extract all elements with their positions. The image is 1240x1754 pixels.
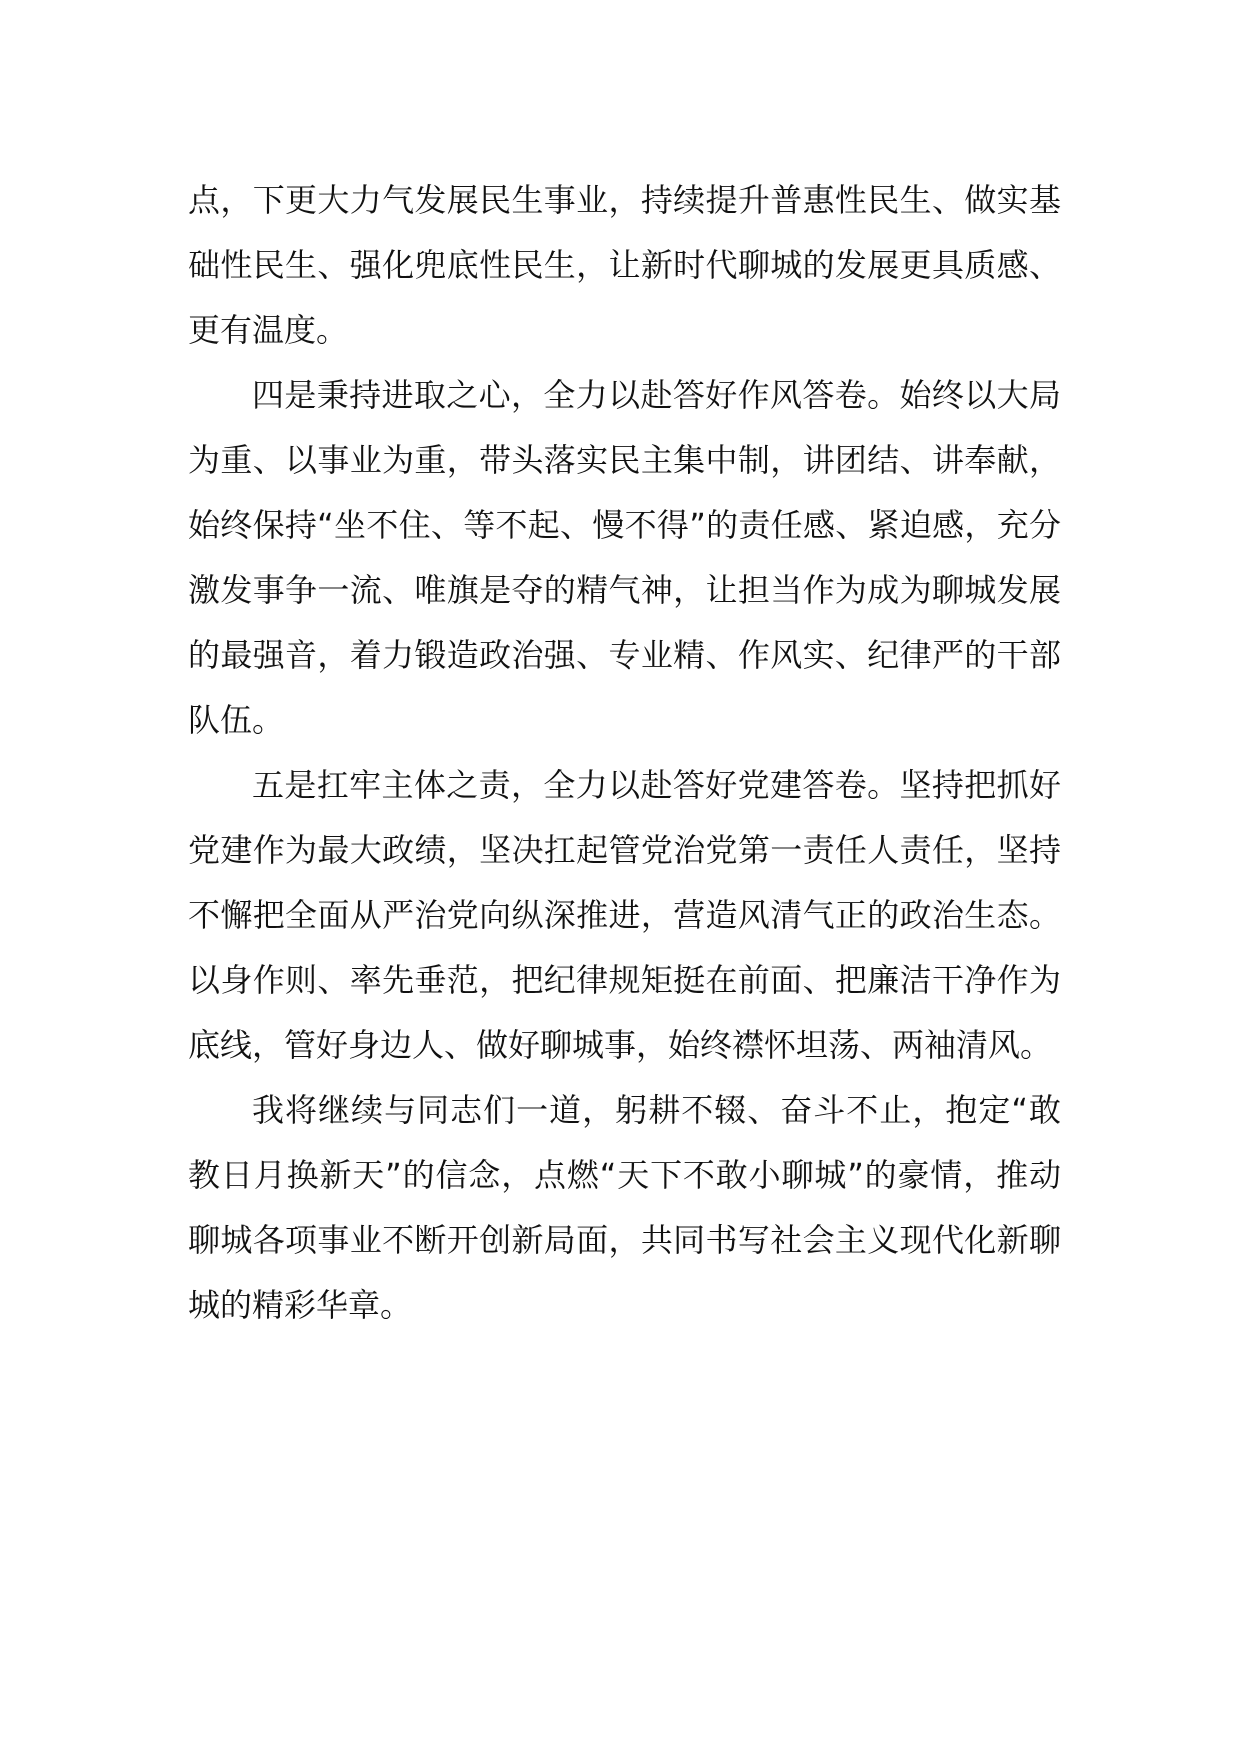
paragraph-closing: 我将继续与同志们一道，躬耕不辍、奋斗不止，抱定“敢教日月换新天”的信念，点燃“天下不敢小聊城”的豪情，推动聊城各项事业不断开创新局面，共同书写社会主义现代化新聊城的精彩华章。 [188, 1091, 1061, 1324]
paragraph-party-building: 五是扛牢主体之责，全力以赴答好党建答卷。坚持把抓好党建作为最大政绩，坚决扛起管党治党第一责任人责任，坚持不懈把全面从严治党向纵深推进，营造风清气正的政治生态。以身作则、率先垂范，把纪律规矩挺在前面、把廉洁干净作为底线，管好身边人、做好聊城事，始终襟怀坦荡、两袖清风。 [188, 766, 1061, 1064]
document-page [188, 168, 1061, 1338]
paragraph-continued: 点，下更大力气发展民生事业，持续提升普惠性民生、做实基础性民生、强化兜底性民生，让新时代聊城的发展更具质感、更有温度。 [188, 181, 1061, 349]
paragraph-work-style: 四是秉持进取之心，全力以赴答好作风答卷。始终以大局为重、以事业为重，带头落实民主集中制，讲团结、讲奉献，始终保持“坐不住、等不起、慢不得”的责任感、紧迫感，充分激发事争一流、唯旗是夺的精气神，让担当作为成为聊城发展的最强音，着力锻造政治强、专业精、作风实、纪律严的干部队伍。 [188, 376, 1061, 739]
